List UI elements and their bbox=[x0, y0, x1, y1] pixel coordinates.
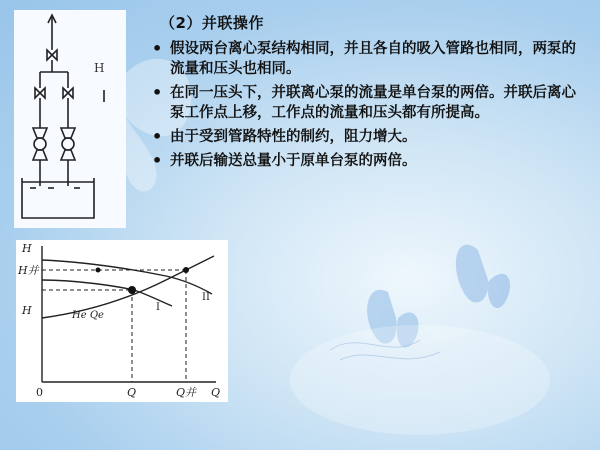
characteristic-curve-chart bbox=[16, 240, 228, 402]
bullet-item: • 在同一压头下，并联离心泵的流量是单台泵的两倍。并联后离心泵工作点上移，工作点的流量和压头都有所提高。 bbox=[148, 83, 588, 123]
y-label-h-parallel: H并 bbox=[18, 264, 39, 277]
operating-point-marker bbox=[128, 286, 136, 294]
y-label-h: H bbox=[22, 304, 32, 317]
curve-label-i: I bbox=[156, 302, 160, 313]
curve-label-ii: II bbox=[202, 292, 210, 303]
parallel-pump-diagram bbox=[14, 10, 126, 228]
x-label-q: Q bbox=[127, 386, 137, 399]
x-label-origin: 0 bbox=[36, 386, 43, 399]
section-heading: （2）并联操作 bbox=[160, 14, 264, 32]
bullet-item: • 并联后输送总量小于原单台泵的两倍。 bbox=[148, 151, 588, 171]
bullet-list bbox=[148, 39, 588, 171]
slide-content bbox=[148, 12, 588, 175]
x-label-q-end: Q bbox=[211, 386, 221, 399]
operating-point-marker bbox=[96, 268, 101, 273]
x-label-q-parallel: Q并 bbox=[176, 386, 197, 399]
bullet-item: • 由于受到管路特性的制约，阻力增大。 bbox=[148, 127, 588, 147]
height-label: H bbox=[94, 61, 105, 75]
y-label-h-top: H bbox=[22, 242, 32, 255]
parallel-pump-curve bbox=[42, 280, 172, 306]
operating-point-marker bbox=[183, 267, 189, 273]
curve-label-system: He Qe bbox=[72, 310, 104, 321]
system-curve bbox=[42, 256, 214, 318]
bullet-item: • 假设两台离心泵结构相同，并且各自的吸入管路也相同，两泵的流量和压头也相同。 bbox=[148, 39, 588, 79]
